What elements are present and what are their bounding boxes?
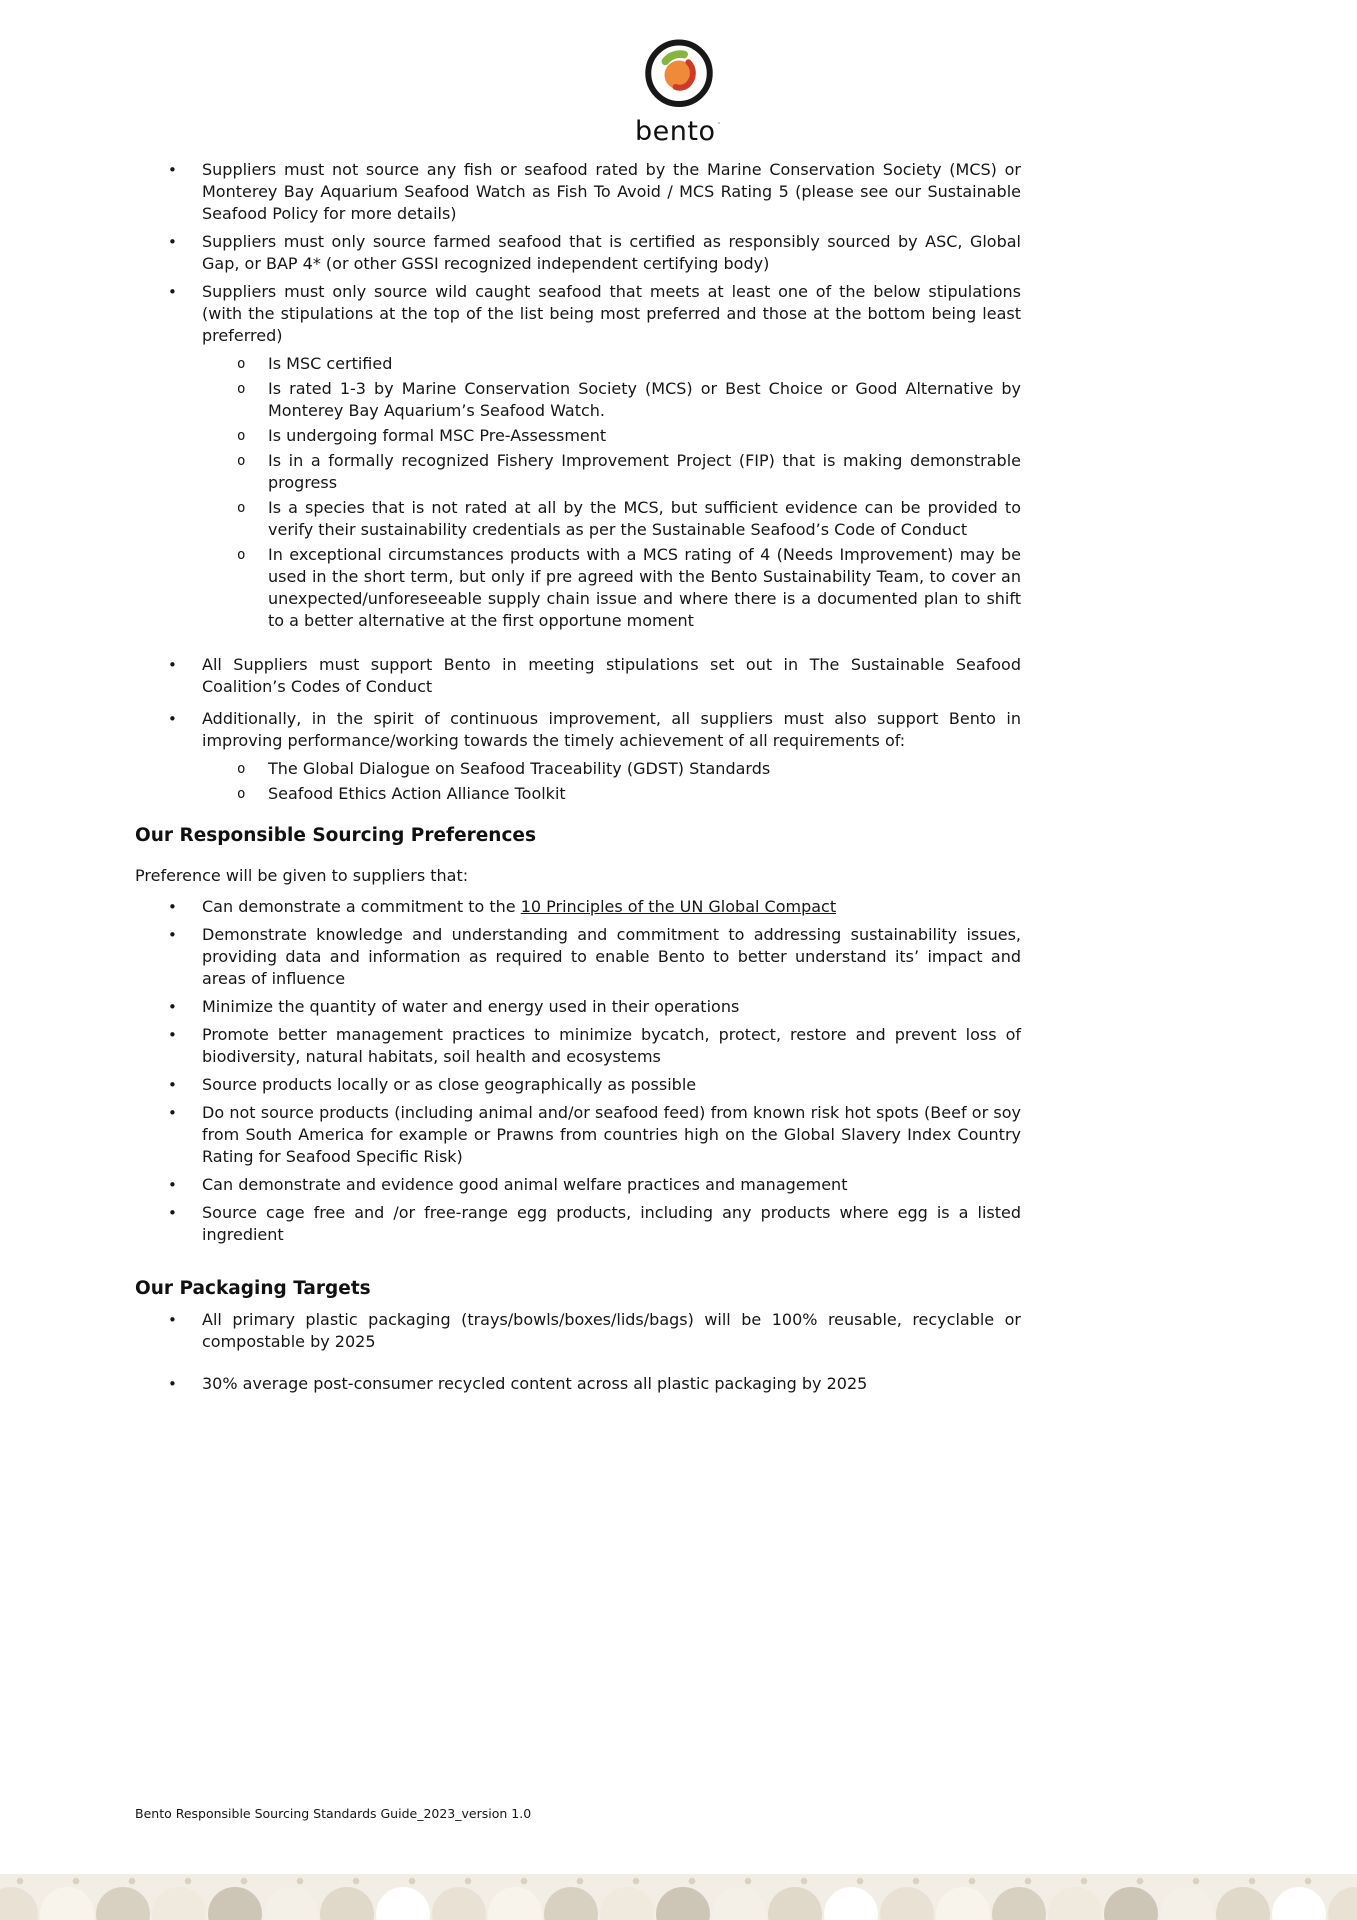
bullet-icon: • <box>168 1311 177 1329</box>
list-item-text: Is undergoing formal MSC Pre-Assessment <box>268 426 607 445</box>
list-item <box>135 281 1021 347</box>
bullet-icon: • <box>168 1104 177 1122</box>
list-item <box>135 758 1021 780</box>
scallop-circle <box>824 1887 878 1920</box>
support-sub-list <box>135 758 1021 805</box>
scallop-circle <box>880 1887 934 1920</box>
list-item <box>135 896 1021 918</box>
scallop-circle <box>656 1887 710 1920</box>
list-item-text: Is MSC certified <box>268 354 393 373</box>
list-item <box>135 544 1021 632</box>
list-item <box>135 231 1021 275</box>
scallop-circle <box>712 1887 766 1920</box>
bullet-icon: • <box>168 898 177 916</box>
circle-bullet-icon: o <box>237 500 246 516</box>
circle-bullet-icon: o <box>237 453 246 469</box>
scallop-circle <box>544 1887 598 1920</box>
scallop-circle <box>432 1887 486 1920</box>
preferences-intro-text: Preference will be given to suppliers that: <box>135 866 469 885</box>
scallop-circle <box>96 1887 150 1920</box>
list-item <box>135 654 1021 698</box>
circle-bullet-icon: o <box>237 428 246 444</box>
list-item-text: Can demonstrate and evidence good animal welfare practices and management <box>202 1175 848 1194</box>
list-item-text: Source cage free and /or free-range egg products, including any products where egg is a listed ingredient <box>202 1203 1021 1244</box>
scallop-circle <box>1104 1887 1158 1920</box>
bullet-icon: • <box>168 926 177 944</box>
scallop-circle <box>376 1887 430 1920</box>
list-item <box>135 708 1021 752</box>
list-item-prefix: Can demonstrate a commitment to the <box>202 897 521 916</box>
scallop-row <box>0 1887 1357 1920</box>
scallop-circle <box>992 1887 1046 1920</box>
list-item-text: Seafood Ethics Action Alliance Toolkit <box>268 784 566 803</box>
list-item <box>135 378 1021 422</box>
brand-wordmark <box>0 116 1357 147</box>
list-item <box>135 996 1021 1018</box>
bullet-icon: • <box>168 998 177 1016</box>
bullet-icon: • <box>168 161 177 179</box>
scallop-circle <box>488 1887 542 1920</box>
section-heading-packaging-targets: Our Packaging Targets <box>135 1278 371 1299</box>
list-item-text: 30% average post-consumer recycled content across all plastic packaging by 2025 <box>202 1374 868 1393</box>
bullet-icon: • <box>168 1076 177 1094</box>
list-item <box>135 1202 1021 1246</box>
bullet-icon: • <box>168 283 177 301</box>
list-item <box>135 353 1021 375</box>
scallop-circle <box>1048 1887 1102 1920</box>
scallop-circle <box>768 1887 822 1920</box>
list-item <box>135 1024 1021 1068</box>
scallop-circle <box>600 1887 654 1920</box>
scallop-circle <box>208 1887 262 1920</box>
list-item-text: Promote better management practices to minimize bycatch, protect, restore and prevent loss of biodiversity, natural habitats, soil health and ecosystems <box>202 1025 1021 1066</box>
list-item-text: Source products locally or as close geographically as possible <box>202 1075 697 1094</box>
brand-name: bento <box>635 116 716 147</box>
list-item <box>135 450 1021 494</box>
bullet-icon: • <box>168 1026 177 1044</box>
list-item-text: Minimize the quantity of water and energy used in their operations <box>202 997 740 1016</box>
trademark-mark: ˙ <box>716 122 722 133</box>
document-footer-text: Bento Responsible Sourcing Standards Guide_2023_version 1.0 <box>135 1806 532 1821</box>
list-item-text: Suppliers must only source farmed seafood that is certified as responsibly sourced by ASC, Global Gap, or BAP 4* (or other GSSI recognized independent certifying body) <box>202 232 1021 273</box>
circle-bullet-icon: o <box>237 356 246 372</box>
list-item-text: Is a species that is not rated at all by the MCS, but sufficient evidence can be provided to verify their sustainability credentials as per the Sustainable Seafood’s Code of Conduct <box>268 498 1021 539</box>
list-item <box>135 924 1021 990</box>
section-heading-responsible-sourcing-preferences: Our Responsible Sourcing Preferences <box>135 825 536 846</box>
scallop-circle <box>264 1887 318 1920</box>
bullet-icon: • <box>168 1176 177 1194</box>
list-item-text: Is in a formally recognized Fishery Improvement Project (FIP) that is making demonstrable progress <box>268 451 1021 492</box>
circle-bullet-icon: o <box>237 547 246 563</box>
list-item-text: Additionally, in the spirit of continuous improvement, all suppliers must also support Bento in improving performance/working towards the timely achievement of all requirements of: <box>202 709 1021 750</box>
sourcing-requirements-list <box>135 159 1021 347</box>
list-item <box>135 1102 1021 1168</box>
bullet-icon: • <box>168 656 177 674</box>
scallop-circle <box>152 1887 206 1920</box>
list-item-text: Suppliers must only source wild caught seafood that meets at least one of the below stipulations (with the stipulations at the top of the list being most preferred and those at the bottom being least preferred) <box>202 282 1021 345</box>
scallop-circle <box>320 1887 374 1920</box>
scallop-circle <box>1216 1887 1270 1920</box>
un-global-compact-link[interactable]: 10 Principles of the UN Global Compact <box>520 897 837 916</box>
bullet-icon: • <box>168 710 177 728</box>
circle-bullet-icon: o <box>237 761 246 777</box>
list-item-text: Suppliers must not source any fish or seafood rated by the Marine Conservation Society (MCS) or Monterey Bay Aquarium Seafood Watch as Fish To Avoid / MCS Rating 5 (please see our Sustainable Seafood Policy for more details) <box>202 160 1021 223</box>
bullet-icon: • <box>168 233 177 251</box>
bullet-icon: • <box>168 1375 177 1393</box>
list-item <box>135 497 1021 541</box>
list-item-text: In exceptional circumstances products with a MCS rating of 4 (Needs Improvement) may be used in the short term, but only if pre agreed with the Bento Sustainability Team, to cover an unexpected/unforeseeable supply chain issue and where there is a documented plan to shift to a better alternative at the first opportune moment <box>268 545 1021 630</box>
circle-bullet-icon: o <box>237 786 246 802</box>
wild-caught-stipulations-list <box>135 353 1021 632</box>
list-item <box>135 783 1021 805</box>
list-item <box>135 425 1021 447</box>
scallop-circle <box>1328 1887 1357 1920</box>
document-body <box>135 159 1021 1395</box>
packaging-targets-list <box>135 1309 1021 1395</box>
list-item <box>135 159 1021 225</box>
scallop-circle <box>0 1887 38 1920</box>
list-item-text: The Global Dialogue on Seafood Traceability (GDST) Standards <box>268 759 771 778</box>
scallop-circle <box>1160 1887 1214 1920</box>
bento-logo-icon <box>636 34 722 116</box>
supplier-support-list <box>135 654 1021 752</box>
decorative-scallop-border <box>0 1874 1357 1920</box>
list-item <box>135 1074 1021 1096</box>
list-item-text: All primary plastic packaging (trays/bowls/boxes/lids/bags) will be 100% reusable, recyclable or compostable by 2025 <box>202 1310 1021 1351</box>
list-item-text: Is rated 1-3 by Marine Conservation Society (MCS) or Best Choice or Good Alternative by Monterey Bay Aquarium’s Seafood Watch. <box>268 379 1021 420</box>
logo <box>0 0 1357 147</box>
preferences-list <box>135 896 1021 1246</box>
list-item-text: Demonstrate knowledge and understanding and commitment to addressing sustainability issues, providing data and information as required to enable Bento to better understand its’ impact and areas of influence <box>202 925 1021 988</box>
list-item <box>135 1309 1021 1353</box>
list-item-text <box>202 896 1021 918</box>
scallop-circle <box>40 1887 94 1920</box>
list-item <box>135 1373 1021 1395</box>
circle-bullet-icon: o <box>237 381 246 397</box>
scallop-circle <box>936 1887 990 1920</box>
list-item-text: Do not source products (including animal and/or seafood feed) from known risk hot spots (Beef or soy from South America for example or Prawns from countries high on the Global Slavery Index Country Rating for Seafood Specific Risk) <box>202 1103 1021 1166</box>
list-item <box>135 1174 1021 1196</box>
scallop-circle <box>1272 1887 1326 1920</box>
bullet-icon: • <box>168 1204 177 1222</box>
list-item-text: All Suppliers must support Bento in meeting stipulations set out in The Sustainable Seafood Coalition’s Codes of Conduct <box>202 655 1021 696</box>
